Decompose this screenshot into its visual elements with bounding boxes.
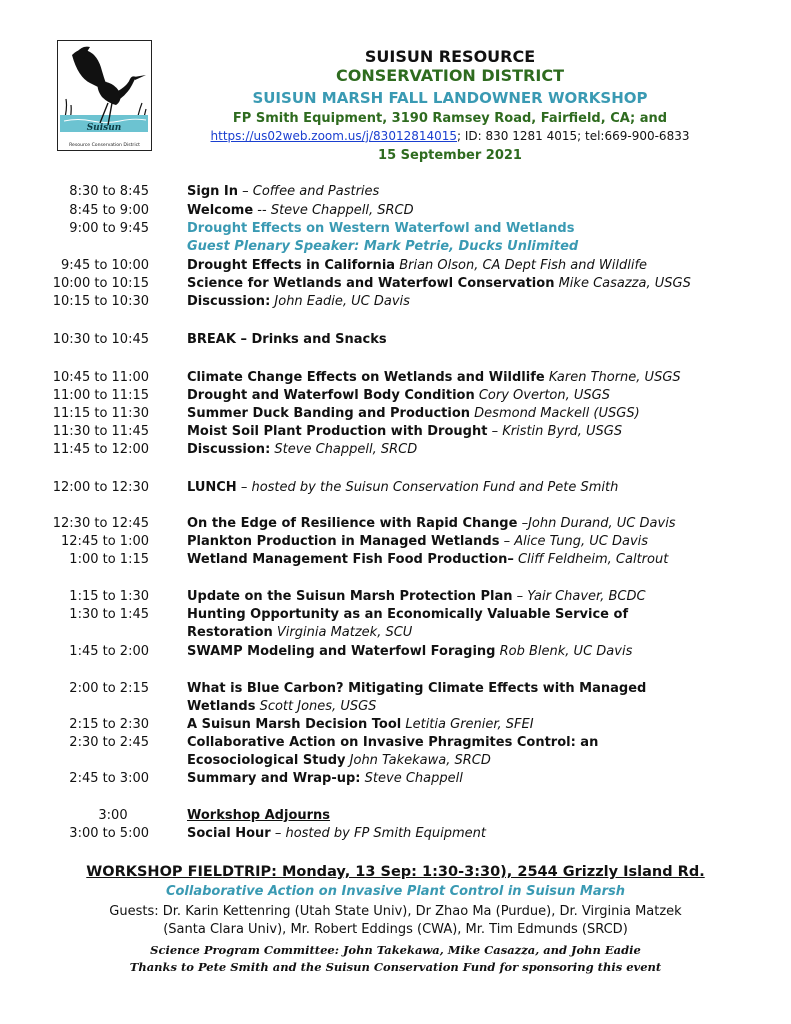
agenda-time: 11:15 to 11:30 — [52, 406, 149, 421]
agenda-title: Wetland Management Fish Food Production– — [187, 552, 514, 567]
agenda-title: Social Hour — [187, 826, 271, 841]
agenda-speaker: John Durand, UC Davis — [528, 516, 676, 531]
agenda-time: 12:45 to 1:00 — [61, 534, 149, 549]
agenda-title: Plankton Production in Managed Wetlands — [187, 534, 500, 549]
agenda-time: 2:30 to 2:45 — [69, 735, 149, 750]
agenda-subtitle: Guest Plenary Speaker: Mark Petrie, Ducks Unlimited — [187, 239, 579, 254]
agenda-speaker: Kristin Byrd, USGS — [502, 424, 623, 439]
venue-address: FP Smith Equipment, 3190 Ramsey Road, Fairfield, CA; and — [232, 111, 668, 126]
agenda-title: Workshop Adjourns — [187, 808, 331, 823]
agenda-speaker: Mike Casazza, USGS — [558, 276, 691, 291]
agenda-speaker: Scott Jones, USGS — [259, 699, 377, 714]
agenda-time: 10:00 to 10:15 — [52, 276, 149, 291]
agenda-title: Drought and Waterfowl Body Condition — [187, 388, 475, 403]
guests-line-2: (Santa Clara Univ), Mr. Robert Eddings (CWA), Mr. Tim Edmunds (SRCD) — [163, 922, 628, 937]
agenda-speaker: Cory Overton, USGS — [478, 388, 610, 403]
agenda-title: BREAK – Drinks and Snacks — [187, 332, 387, 347]
agenda-sep: -- — [253, 203, 271, 218]
zoom-details: ; ID: 830 1281 4015; tel:669-900-6833 — [457, 129, 690, 143]
agenda-time: 8:45 to 9:00 — [69, 203, 149, 218]
agenda-sep: – — [487, 424, 503, 439]
workshop-date: 15 September 2021 — [378, 148, 522, 163]
workshop-title: SUISUN MARSH FALL LANDOWNER WORKSHOP — [252, 89, 648, 107]
agenda-title: Drought Effects in California — [187, 258, 396, 273]
agenda-title: What is Blue Carbon? Mitigating Climate Effects with Managed — [187, 681, 647, 696]
agenda-sep: – — [512, 589, 528, 604]
fieldtrip-topic: Collaborative Action on Invasive Plant Control in Suisun Marsh — [165, 884, 626, 899]
agenda-title: Update on the Suisun Marsh Protection Plan — [187, 589, 513, 604]
agenda-time: 10:45 to 11:00 — [52, 370, 149, 385]
program-committee: Science Program Committee: John Takekawa, Mike Casazza, and John Eadie — [150, 943, 641, 957]
agenda-title: Hunting Opportunity as an Economically Valuable Service of — [187, 607, 629, 622]
fieldtrip-heading: WORKSHOP FIELDTRIP: Monday, 13 Sep: 1:30-3:30), 2544 Grizzly Island Rd. — [86, 864, 705, 880]
agenda-sep: – — [238, 184, 253, 199]
agenda-time: 1:15 to 1:30 — [69, 589, 149, 604]
agenda-time: 9:00 to 9:45 — [69, 221, 149, 236]
agenda-title: Sign In — [187, 184, 238, 199]
agenda-title: Climate Change Effects on Wetlands and Wildlife — [187, 370, 545, 385]
agenda-title: Discussion: — [187, 442, 271, 457]
guests-line-1: Guests: Dr. Karin Kettenring (Utah State Univ), Dr Zhao Ma (Purdue), Dr. Virginia Matzek — [109, 904, 682, 919]
agenda-speaker: Alice Tung, UC Davis — [514, 534, 649, 549]
agenda-title: LUNCH — [187, 480, 237, 495]
agenda-speaker: Steve Chappell, SRCD — [274, 442, 418, 457]
agenda-title: Welcome — [187, 203, 254, 218]
agenda-sep: – — [236, 480, 252, 495]
agenda-title: On the Edge of Resilience with Rapid Change — [187, 516, 518, 531]
agenda-title: Summary and Wrap-up: — [187, 771, 361, 786]
agenda-speaker: Coffee and Pastries — [252, 184, 380, 199]
agenda-speaker: Brian Olson, CA Dept Fish and Wildlife — [399, 258, 648, 273]
agenda-time: 8:30 to 8:45 — [69, 184, 149, 199]
agenda-time: 3:00 — [98, 808, 128, 823]
srcd-logo — [57, 40, 152, 151]
agenda-sep: – — [270, 826, 286, 841]
agenda-time: 11:30 to 11:45 — [52, 424, 149, 439]
agenda-time: 11:00 to 11:15 — [52, 388, 149, 403]
agenda-time: 11:45 to 12:00 — [52, 442, 149, 457]
agenda-time: 2:45 to 3:00 — [69, 771, 149, 786]
agenda-speaker: hosted by the Suisun Conservation Fund and Pete Smith — [251, 480, 619, 495]
agenda-time: 1:30 to 1:45 — [69, 607, 149, 622]
org-name-line2: CONSERVATION DISTRICT — [336, 66, 564, 85]
zoom-link[interactable]: https://us02web.zoom.us/j/83012814015 — [210, 129, 458, 143]
agenda-speaker: Karen Thorne, USGS — [548, 370, 681, 385]
agenda-title-cont: Restoration — [187, 625, 273, 640]
agenda-speaker: Steve Chappell — [364, 771, 463, 786]
agenda-speaker: Steve Chappell, SRCD — [270, 203, 414, 218]
agenda-title: Moist Soil Plant Production with Drought — [187, 424, 488, 439]
agenda-title: A Suisun Marsh Decision Tool — [187, 717, 402, 732]
agenda-title: SWAMP Modeling and Waterfowl Foraging — [187, 644, 496, 659]
agenda-time: 3:00 to 5:00 — [69, 826, 149, 841]
agenda-title: Discussion: — [187, 294, 271, 309]
agenda-title: Drought Effects on Western Waterfowl and Wetlands — [187, 221, 575, 236]
agenda-speaker: Rob Blenk, UC Davis — [499, 644, 633, 659]
agenda-time: 9:45 to 10:00 — [61, 258, 149, 273]
zoom-info — [170, 129, 730, 143]
org-name-line1: SUISUN RESOURCE — [364, 47, 536, 66]
agenda-time: 2:00 to 2:15 — [69, 681, 149, 696]
logo-caption: Resource Conservation District — [69, 143, 140, 148]
agenda-time: 10:15 to 10:30 — [52, 294, 149, 309]
agenda-speaker: Desmond Mackell (USGS) — [474, 406, 640, 421]
agenda-time: 1:45 to 2:00 — [69, 644, 149, 659]
heron-logo-graphic — [58, 41, 150, 141]
fieldtrip-guests — [40, 903, 751, 939]
agenda-sep: – — [499, 534, 515, 549]
agenda-title: Summer Duck Banding and Production — [187, 406, 471, 421]
sponsor-thanks: Thanks to Pete Smith and the Suisun Conservation Fund for sponsoring this event — [129, 960, 662, 974]
agenda-speaker: Yair Chaver, BCDC — [527, 589, 646, 604]
agenda-time: 10:30 to 10:45 — [52, 332, 149, 347]
agenda-sep: – — [517, 516, 529, 531]
agenda-speaker: John Takekawa, SRCD — [349, 753, 491, 768]
suisun-wordmark: Suisun — [86, 123, 122, 133]
agenda-title-cont: Wetlands — [187, 699, 256, 714]
agenda-time: 12:30 to 12:45 — [52, 516, 149, 531]
agenda-time: 1:00 to 1:15 — [69, 552, 149, 567]
agenda-title: Collaborative Action on Invasive Phragmites Control: an — [187, 735, 599, 750]
agenda-speaker: Cliff Feldheim, Caltrout — [517, 552, 669, 567]
agenda-speaker: Letitia Grenier, SFEI — [405, 717, 534, 732]
agenda-speaker: John Eadie, UC Davis — [274, 294, 410, 309]
agenda-time: 2:15 to 2:30 — [69, 717, 149, 732]
agenda-time: 12:00 to 12:30 — [52, 480, 149, 495]
agenda-speaker: Virginia Matzek, SCU — [276, 625, 413, 640]
agenda-speaker: hosted by FP Smith Equipment — [285, 826, 486, 841]
agenda-title-cont: Ecosociological Study — [187, 753, 346, 768]
agenda-title: Science for Wetlands and Waterfowl Conservation — [187, 276, 555, 291]
